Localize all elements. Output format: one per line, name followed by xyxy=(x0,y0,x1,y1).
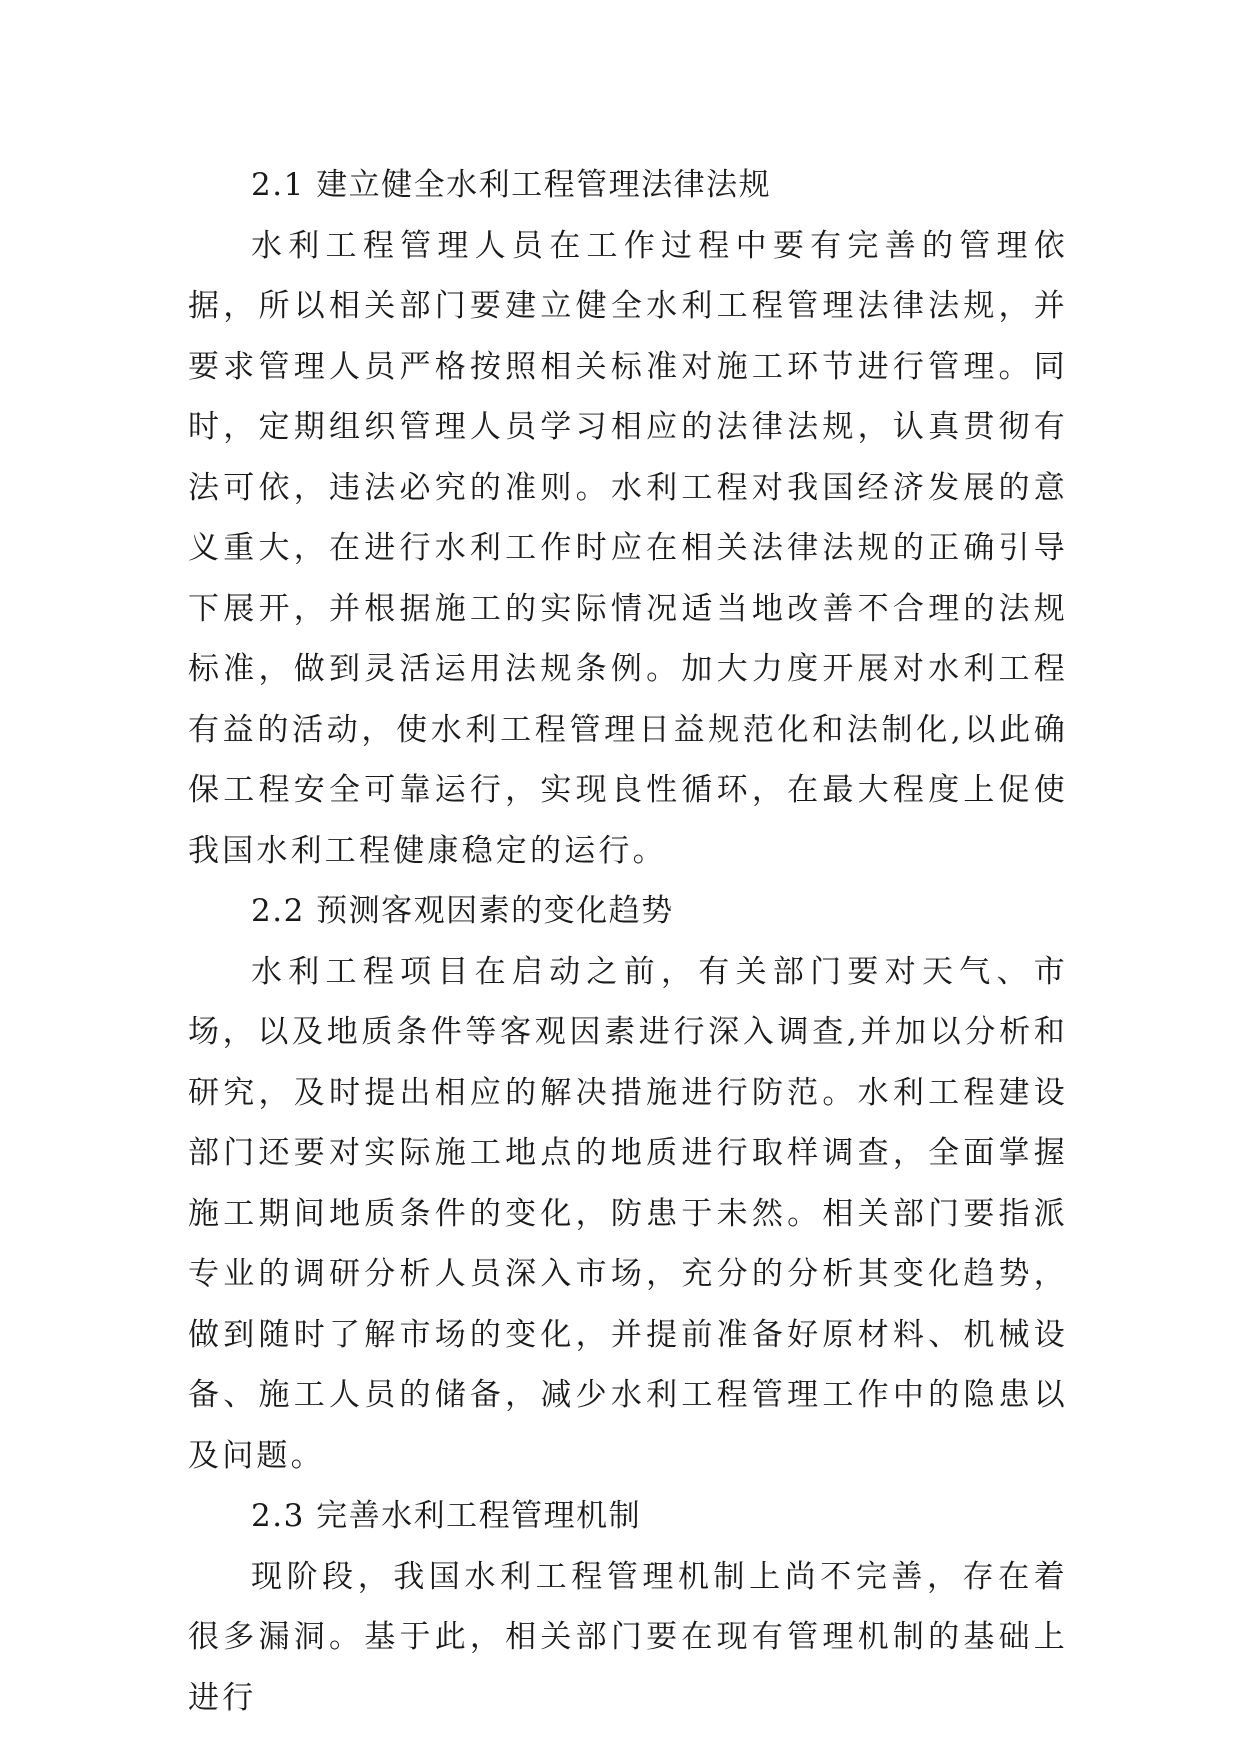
section-heading-2-2: 2.2 预测客观因素的变化趋势 xyxy=(251,893,674,929)
section-paragraph-2-2: 水利工程项目在启动之前，有关部门要对天气、市场，以及地质条件等客观因素进行深入调查,并加以分析和研究，及时提出相应的解决措施进行防范。水利工程建设部门还要对实际施工地点的地质进行取样调查，全面掌握施工期间地质条件的变化，防患于未然。相关部门要指派专业的调研分析人员深入市场，充分的分析其变化趋势，做到随时了解市场的变化，并提前准备好原材料、机械设备、施工人员的储备，减少水利工程管理工作中的隐患以及问题。 xyxy=(188,953,1068,1474)
section-heading-2-1: 2.1 建立健全水利工程管理法律法规 xyxy=(251,167,772,203)
document-body xyxy=(188,155,1068,1728)
section-heading-2-3: 2.3 完善水利工程管理机制 xyxy=(251,1498,642,1534)
section-paragraph-2-3: 现阶段，我国水利工程管理机制上尚不完善，存在着很多漏洞。基于此，相关部门要在现有管理机制的基础上进行 xyxy=(188,1558,1068,1716)
section-paragraph-2-1: 水利工程管理人员在工作过程中要有完善的管理依据，所以相关部门要建立健全水利工程管理法律法规，并要求管理人员严格按照相关标准对施工环节进行管理。同时，定期组织管理人员学习相应的法律法规，认真贯彻有法可依，违法必究的准则。水利工程对我国经济发展的意义重大，在进行水利工作时应在相关法律法规的正确引导下展开，并根据施工的实际情况适当地改善不合理的法规标准，做到灵活运用法规条例。加大力度开展对水利工程有益的活动，使水利工程管理日益规范化和法制化,以此确保工程安全可靠运行，实现良性循环，在最大程度上促使我国水利工程健康稳定的运行。 xyxy=(188,227,1068,869)
